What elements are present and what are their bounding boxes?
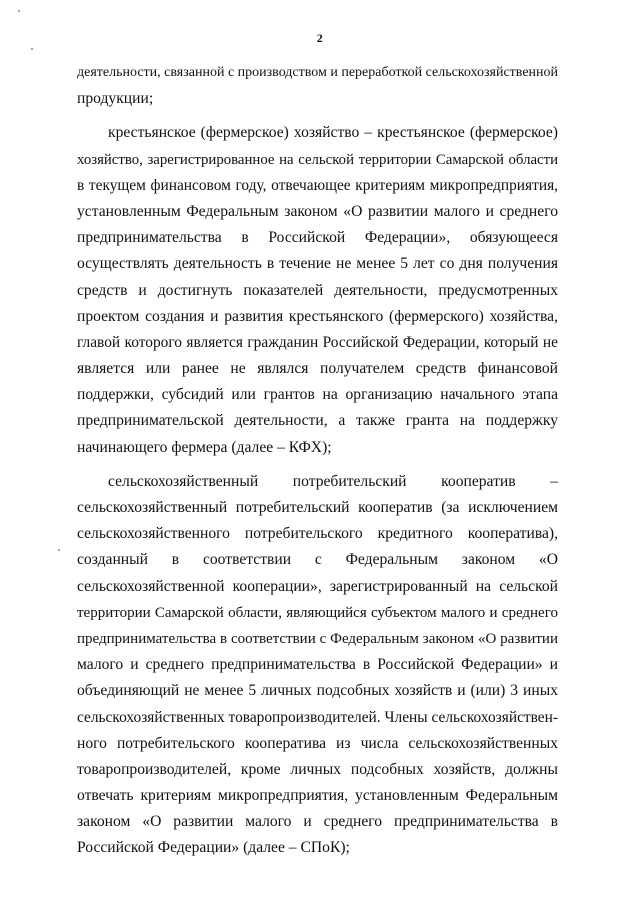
scan-speck [58, 549, 60, 551]
text-line: Российской Федерации» (далее – СПоК); [77, 839, 350, 857]
paragraph-production-activity [77, 60, 558, 112]
text-line: территории Самарской области, являющийся субъектом малого и среднего [77, 604, 558, 621]
text-line: отвечать критериям микропредприятия, установленным Федеральным [77, 787, 558, 805]
text-line: сельскохозяйственных товаропроизводителей. Члены сельскохозяйствен- [77, 708, 558, 726]
text-line: является или ранее не являлся получателем средств финансовой [77, 360, 558, 378]
text-line: сельскохозяйственный потребительский кооператив – [108, 472, 558, 490]
text-line: хозяйство, зарегистрированное на сельской территории Самарской области [77, 151, 558, 168]
scan-speck [31, 48, 33, 50]
text-line: малого и среднего предпринимательства в Российской Федерации» и [77, 656, 558, 674]
text-line: объединяющий не менее 5 личных подсобных хозяйств и (или) 3 иных [77, 682, 558, 700]
text-line: крестьянское (фермерское) хозяйство – крестьянское (фермерское) [108, 124, 558, 142]
text-line: средств и достигнуть показателей деятельности, предусмотренных [77, 281, 558, 299]
paragraph-spok-definition [77, 469, 558, 862]
text-line: предпринимательства в соответствии с Федеральным законом «О развитии [77, 630, 558, 647]
scan-speck [18, 10, 20, 12]
paragraph-kfh-definition [77, 120, 558, 460]
text-line: законом «О развитии малого и среднего предпринимательства в [77, 813, 558, 831]
text-line: сельскохозяйственного потребительского кредитного кооператива), [77, 525, 558, 543]
text-line: продукции; [77, 90, 154, 108]
text-line: деятельности, связанной с производством и переработкой сельскохозяйственной [77, 65, 558, 80]
text-line: созданный в соответствии с Федеральным законом «О [77, 551, 558, 569]
text-line: осуществлять деятельность в течение не менее 5 лет со дня получения [77, 255, 558, 273]
text-line: ного потребительского кооператива из числа сельскохозяйственных [77, 734, 558, 752]
text-line: поддержки, субсидий или грантов на организацию начального этапа [77, 386, 558, 404]
text-line: товаропроизводителей, кроме личных подсобных хозяйств, должны [77, 760, 558, 778]
text-line: проектом создания и развития крестьянского (фермерского) хозяйства, [77, 307, 558, 325]
text-line: предпринимательства в Российской Федерации», обязующееся [77, 229, 558, 247]
text-line: установленным Федеральным законом «О развитии малого и среднего [77, 202, 558, 220]
text-line: начинающего фермера (далее – КФХ); [77, 438, 332, 456]
text-line: в текущем финансовом году, отвечающее критериям микропредприятия, [77, 176, 558, 194]
text-line: предпринимательской деятельности, а также гранта на поддержку [77, 412, 558, 430]
text-line: главой которого является гражданин Российской Федерации, который не [77, 333, 558, 351]
document-body [77, 60, 558, 862]
text-line: сельскохозяйственный потребительский кооператив (за исключением [77, 499, 558, 516]
page-number: 2 [316, 31, 324, 45]
text-line: сельскохозяйственной кооперации», зарегистрированный на сельской [77, 577, 558, 595]
